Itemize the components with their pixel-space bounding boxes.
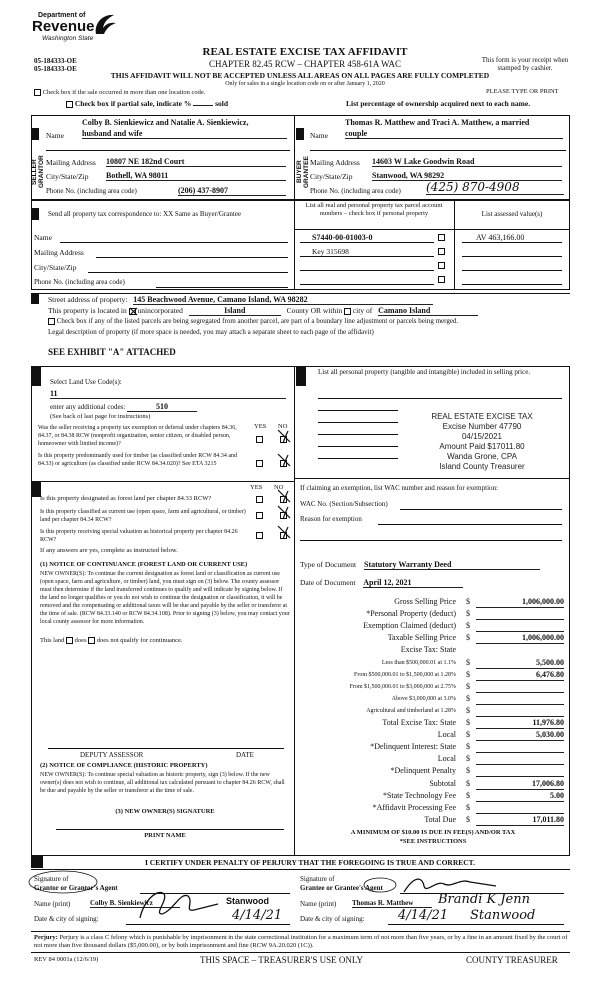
street-label: Street address of property:	[48, 295, 128, 304]
q1-no-check-icon	[276, 428, 292, 444]
tax-row-dollar: $	[466, 633, 470, 643]
additional-codes-row	[50, 402, 197, 412]
q1-yes-checkbox[interactable]	[256, 436, 263, 443]
tax-row-dollar: $	[466, 621, 470, 631]
tax-row-value[interactable]: 5,030.00	[476, 730, 564, 741]
perjury-note	[34, 934, 568, 950]
perjury-text: Perjury is a class C felony which is punishable by imprisonment in the state correctional institution for a maximum term of not more than five years, or by a fine in an amount fixed by the court of not more than five thousand dollars ($5,000.00), or by both imprisonment and fine (RCW 9A.20.020 (1C)).	[34, 934, 568, 949]
tax-row-label: Total Due	[424, 814, 456, 824]
segregated-label: Check box if any of the listed parcels are being segregated from another parcel, are part of a boundary line adjustment or parcels being merged.	[56, 317, 459, 325]
partial-sale-label: Check box if partial sale, indicate %	[74, 99, 192, 108]
buyer-addr[interactable]: 14603 W Lake Goodwin Road	[372, 157, 562, 167]
tax-row-value[interactable]: 17,011.80	[476, 815, 564, 826]
tax-row-label: *Personal Property (deduct)	[366, 609, 456, 619]
logo-mark-icon	[92, 12, 118, 36]
tax-row-label: Total Excise Tax: State	[382, 718, 456, 727]
tax-row-dollar: $	[466, 766, 470, 776]
form-title: REAL ESTATE EXCISE TAX AFFIDAVIT	[202, 46, 408, 58]
grantee-name[interactable]: Thomas R. Matthew	[352, 899, 432, 908]
stamp-line-4: Amount Paid $17011.80	[439, 442, 525, 451]
tax-row-value[interactable]	[476, 694, 564, 705]
tax-row-value[interactable]: 5.00	[476, 791, 564, 802]
tax-row-dollar: $	[466, 754, 470, 764]
checkmark-icon	[129, 307, 138, 316]
seller-name-label: Name	[46, 131, 64, 140]
parcel-1-checkbox[interactable]	[438, 234, 445, 241]
located-label: This property is located in	[48, 306, 127, 315]
receipt-note: This form is your receipt when stamped by cashier.	[481, 56, 569, 72]
tax-row-label: *Delinquent Interest: State	[370, 742, 456, 752]
tax-row-value[interactable]	[476, 803, 564, 814]
tax-row-label: From $500,000.01 to $1,500,000 at 1.28%	[354, 671, 456, 678]
partial-sale-sold: sold	[215, 99, 229, 108]
tax-row-value[interactable]: 17,006.80	[476, 779, 564, 790]
tax-row-label: *Affidavit Processing Fee	[372, 802, 456, 812]
section-1-marker	[31, 128, 39, 140]
tax-row-value[interactable]: 11,976.80	[476, 718, 564, 729]
see-back: (See back of last page for instructions)	[50, 413, 151, 420]
seller-phone[interactable]: (206) 437-8907	[178, 186, 286, 196]
tax-row-dollar: $	[466, 609, 470, 619]
grantor-date-label: Date & city of signing:	[34, 915, 99, 923]
seller-name-1: Colby B. Sienkiewicz and Natalie A. Sienkiewicz,	[82, 118, 249, 127]
parcel-1: S7440-00-01003-0	[312, 233, 373, 242]
notice-2-body: NEW OWNER(S): To continue special valuation as historic property, sign (3) below. If the new owner(s) does not wish to continue, all additional tax calculated pursuant to chapter 84.26 RCW, shall be due and payable by the seller or transferor at the time of sale.	[40, 772, 285, 794]
grantor-name-label: Name (print)	[34, 900, 71, 908]
section-2-marker	[296, 128, 304, 140]
additional-code[interactable]: 510	[127, 402, 197, 412]
county-value[interactable]: Island	[189, 306, 281, 316]
tax-row	[300, 814, 566, 826]
parcel-4-checkbox[interactable]	[438, 276, 445, 283]
does-not-label: does not qualify for continuance.	[96, 637, 183, 644]
doc-date-value[interactable]: April 12, 2021	[363, 578, 463, 588]
multi-location-checkbox[interactable]	[34, 89, 41, 96]
grantor-name[interactable]: Colby B. Sienkiewicz	[90, 899, 180, 908]
tax-row-dollar: $	[466, 693, 470, 703]
q5-yes-checkbox[interactable]	[256, 532, 263, 539]
form-chapter: CHAPTER 82.45 RCW – CHAPTER 458-61A WAC	[209, 59, 401, 69]
city-of-label: city of	[352, 306, 373, 315]
correspondence-label: Send all property tax correspondence to: XX Same as Buyer/Grantee	[48, 210, 242, 218]
doc-type-value[interactable]: Statutory Warranty Deed	[364, 560, 540, 570]
exemption-label: If claiming an exemption, list WAC number and reason for exemption:	[300, 484, 498, 492]
legal-description-label: Legal description of property (if more space is needed, you may attach a separate sheet to each page of the affidavit)	[48, 328, 374, 336]
q3-no-check-icon	[276, 488, 292, 504]
buyer-city[interactable]: Stanwood, WA 98292	[372, 171, 562, 181]
buyer-city-label: City/State/Zip	[310, 172, 353, 181]
minimum-note: A MINIMUM OF $10.00 IS DUE IN FEE(S) AND/OR TAX	[350, 829, 516, 836]
county-treasurer: COUNTY TREASURER	[466, 955, 558, 965]
tax-row-value[interactable]	[476, 766, 564, 777]
notice-1-title: (1) NOTICE OF CONTINUANCE (FOREST LAND OR CURRENT USE)	[40, 561, 248, 568]
tax-row-dollar: $	[466, 657, 470, 667]
seller-name-2[interactable]: husband and wife	[82, 129, 287, 139]
tax-row	[300, 693, 566, 705]
partial-sale-checkbox[interactable]	[66, 101, 73, 108]
logo-state: Washington State	[42, 35, 94, 42]
seller-phone-label: Phone No. (including area code)	[46, 187, 137, 195]
land-use-code[interactable]: 11	[50, 389, 286, 399]
q5-text: Is this property receiving special valuation as historical property per chapter 84.26 RCW?	[40, 529, 238, 543]
section-8-marker	[31, 856, 43, 868]
seller-city[interactable]: Bothell, WA 98011	[106, 171, 286, 181]
doc-date-label: Date of Document	[300, 578, 356, 587]
parcel-2: Key 315698	[312, 247, 349, 256]
additional-codes-label: enter any additional codes:	[50, 403, 126, 411]
tax-row-dollar: $	[466, 705, 470, 715]
tax-row-label: *State Technology Fee	[382, 790, 456, 800]
s3-phone-label: Phone No. (including area code)	[34, 278, 125, 286]
grantee-date: 4/14/21	[398, 908, 449, 923]
buyer-addr-label: Mailing Address	[310, 158, 360, 167]
q4-yes-checkbox[interactable]	[256, 512, 263, 519]
located-row	[48, 306, 568, 316]
q2-no-check-icon	[276, 452, 292, 468]
deputy-date: DATE	[236, 751, 254, 759]
stamp-line-2: Excise Number 47790	[442, 422, 522, 431]
does-not-checkbox[interactable]	[88, 637, 95, 644]
treasurer-space: THIS SPACE – TREASURER'S USE ONLY	[200, 955, 364, 965]
notice-3: (3) NEW OWNER(S) SIGNATURE	[115, 808, 215, 815]
tax-row-label: *Delinquent Penalty	[390, 766, 456, 776]
section-3-marker	[31, 208, 39, 220]
tax-row-label: Agricultural and timberland at 1.28%	[366, 707, 456, 714]
tax-row-dollar: $	[466, 718, 470, 727]
seller-addr[interactable]: 10807 NE 182nd Court	[106, 157, 286, 167]
continuance-row	[40, 637, 183, 644]
ownership-note: List percentage of ownership acquired next to each name.	[346, 99, 531, 108]
assessed-1: AV 463,166.00	[476, 233, 525, 242]
grantor-sig-label-2: Grantor or Grantor's Agent	[34, 884, 118, 892]
tax-row-dollar: $	[466, 730, 470, 740]
buyer-phone[interactable]: (425) 870-4908	[426, 180, 564, 195]
section-4-marker	[31, 294, 39, 304]
tax-row-label: Less than $500,000.01 at 1.1%	[381, 659, 456, 666]
tax-row	[300, 705, 566, 717]
grantee-sig-label-1: Signature of	[300, 875, 335, 883]
grantor-date: 4/14/21	[232, 908, 283, 923]
tax-row	[300, 802, 566, 814]
logo-name: Revenue	[32, 18, 95, 35]
tax-row-label: Gross Selling Price	[394, 597, 456, 606]
stamp-line-5: Wanda Grone, CPA	[447, 452, 517, 461]
tax-row	[300, 657, 566, 669]
yes-header-2: YES	[250, 484, 263, 491]
tax-row-value[interactable]: 5,500.00	[476, 658, 564, 669]
tax-row-label: Taxable Selling Price	[387, 633, 456, 643]
q5-no-check-icon	[276, 524, 292, 540]
tax-row-label: Subtotal	[429, 778, 456, 788]
tax-row-value[interactable]	[476, 682, 564, 693]
stamp-line-3: 04/15/2021	[461, 432, 503, 441]
perjury-title: Perjury:	[34, 934, 58, 941]
tax-row	[300, 741, 566, 753]
doc-type-label: Type of Document	[300, 560, 357, 569]
tax-row	[300, 669, 566, 681]
tax-row	[300, 790, 566, 802]
q3-yes-checkbox[interactable]	[256, 496, 263, 503]
seller-addr-label: Mailing Address	[46, 158, 96, 167]
notice-1-body: NEW OWNER(S): To continue the current designation as forest land or classification as current use (open space, farm and agriculture, or timber) land, you must sign on (3) below. The county assessor must then determine if the land transferred continues to qualify and will indicate by signing below. If the land no longer qualifies or you do not wish to continue the designation or classification, it will be removed and the compensating or additional taxes will be due and payable by the seller or transferor at the time of sale. (RCW 84.33.140 or RCW 84.34.108). Prior to signing (3) below, you may contact your local county assessor for more information.	[40, 571, 290, 625]
print-name: PRINT NAME	[144, 832, 186, 839]
no-header-2: NO	[274, 484, 284, 491]
seller-grantor-label: SELLER GRANTOR	[31, 155, 45, 189]
tax-row	[300, 681, 566, 693]
tax-row-dollar: $	[466, 669, 470, 679]
grantee-city: Stanwood	[470, 908, 536, 923]
form-number: REV 84 0001a (12/6/19)	[34, 956, 99, 963]
assessed-header: List assessed value(s)	[481, 210, 543, 218]
if-yes-note: If any answers are yes, complete as instructed below.	[40, 547, 178, 554]
q2-yes-checkbox[interactable]	[256, 460, 263, 467]
reason-label: Reason for exemption	[300, 515, 362, 523]
partial-sale-percent[interactable]	[193, 105, 213, 106]
notice-2-title: (2) NOTICE OF COMPLIANCE (HISTORIC PROPERTY)	[40, 762, 208, 769]
street-value[interactable]: 145 Beachwood Avenue, Camano Island, WA 98282	[133, 295, 433, 305]
certify-statement: I CERTIFY UNDER PENALTY OF PERJURY THAT THE FOREGOING IS TRUE AND CORRECT.	[144, 858, 475, 867]
unincorporated-label: unincorporated	[137, 306, 183, 315]
personal-property-label: List all personal property (tangible and intangible) included in selling price.	[318, 368, 531, 376]
tax-row-value[interactable]	[476, 742, 564, 753]
buyer-grantee-label: BUYER GRANTEE	[296, 156, 310, 188]
doc-id-1: 05-184333-OE	[34, 57, 77, 65]
buyer-phone-label: Phone No. (including area code)	[310, 187, 401, 195]
tax-row-label: Local	[437, 730, 456, 740]
land-use-label: Select Land Use Code(s):	[50, 378, 122, 386]
grantee-circle-icon	[362, 876, 398, 894]
grantee-handwritten-name: Brandi K Jenn	[438, 892, 530, 907]
tax-row	[300, 765, 566, 777]
tax-row	[300, 753, 566, 765]
buyer-name-2[interactable]: couple	[345, 129, 563, 139]
doc-date-row	[300, 578, 463, 588]
tax-row-label: Local	[437, 754, 456, 764]
grantee-date-label: Date & city of signing:	[300, 915, 365, 923]
city-checkbox[interactable]	[344, 308, 351, 315]
tax-row-value[interactable]	[476, 754, 564, 765]
tax-row-value[interactable]	[476, 706, 564, 717]
grantor-city: Stanwood	[226, 896, 269, 906]
tax-row-value[interactable]	[476, 609, 564, 620]
does-checkbox[interactable]	[66, 637, 73, 644]
tax-row-dollar: $	[466, 790, 470, 800]
stamp-line-6: Island County Treasurer	[439, 462, 525, 471]
exhibit-a: SEE EXHIBIT "A" ATTACHED	[48, 347, 176, 357]
section-7-marker	[296, 366, 306, 386]
s3-name-label: Name	[34, 233, 52, 242]
grantor-sig-label-1: Signature of	[34, 875, 69, 883]
this-land-label: This land	[40, 637, 65, 644]
stamp-line-1: REAL ESTATE EXCISE TAX	[431, 412, 533, 421]
tax-row	[300, 632, 566, 644]
tax-row	[300, 717, 566, 729]
grantor-circle-icon	[28, 870, 100, 896]
tax-row-value[interactable]: 1,006,000.00	[476, 633, 564, 644]
tax-row-dollar: $	[466, 778, 470, 788]
see-instructions: *SEE INSTRUCTIONS	[399, 838, 467, 845]
multi-location-label: Check box if the sale occurred in more than one location code.	[42, 89, 206, 96]
form-warning: THIS AFFIDAVIT WILL NOT BE ACCEPTED UNLESS ALL AREAS ON ALL PAGES ARE FULLY COMPLETED	[110, 71, 490, 80]
q4-text: Is this property classified as current use (open space, farm and agricultural, or timber) land per chapter 84.34 RCW?	[40, 509, 246, 523]
q3-text: Is this property designated as forest land per chapter 84.33 RCW?	[40, 495, 212, 502]
tax-row-dollar: $	[466, 802, 470, 812]
partial-sale-row	[66, 99, 228, 108]
deputy-assessor: DEPUTY ASSESSOR	[80, 751, 144, 759]
tax-row-dollar: $	[466, 742, 470, 752]
grantee-sig-label-2: Grantee or Grantee's Agent	[300, 884, 383, 892]
multi-location-row	[34, 89, 205, 96]
section-5-marker	[31, 366, 41, 386]
q1-text: Was the seller receiving a property tax exemption or deferral under chapters 84.36, 84.37, or 84.38 RCW (nonprofit organization, senior citizen, or disabled person, homeowner with limited income)?	[38, 425, 237, 447]
logo	[32, 12, 122, 46]
segregated-row	[48, 317, 458, 325]
doc-id-2: 05-184333-OE	[34, 65, 77, 73]
county-label: County OR within	[286, 306, 343, 315]
tax-row	[300, 608, 566, 620]
no-header-1: NO	[278, 423, 288, 430]
segregated-checkbox[interactable]	[48, 318, 55, 325]
street-row	[48, 295, 433, 305]
parcel-2-checkbox[interactable]	[438, 248, 445, 255]
q4-no-check-icon	[276, 504, 292, 520]
tax-row	[300, 778, 566, 790]
tax-row	[300, 644, 566, 656]
treasurer-stamp	[398, 412, 566, 472]
tax-row-dollar: $	[466, 814, 470, 824]
parcel-3-checkbox[interactable]	[438, 262, 445, 269]
grantor-signature-icon	[134, 880, 224, 924]
tax-row	[300, 729, 566, 741]
tax-row	[300, 596, 566, 608]
doc-type-row	[300, 560, 540, 570]
s3-addr-label: Mailing Address	[34, 248, 84, 257]
tax-row-label: Exemption Claimed (deduct)	[363, 621, 456, 631]
tax-row-label: Excise Tax: State	[400, 645, 456, 655]
s3-city-label: City/State/Zip	[34, 263, 77, 272]
sales-note: Only for sales in a single location code on or after January 1, 2020	[225, 81, 385, 87]
yes-header-1: YES	[254, 423, 267, 430]
tax-row-dollar: $	[466, 597, 470, 606]
grantee-name-label: Name (print)	[300, 900, 337, 908]
tax-row	[300, 620, 566, 632]
buyer-name-label: Name	[310, 131, 328, 140]
type-print: PLEASE TYPE OR PRINT	[486, 88, 559, 95]
tax-row-value[interactable]: 6,476.80	[476, 670, 564, 681]
wac-label: WAC No. (Section/Subsection)	[300, 500, 388, 508]
parcel-header: List all real and personal property tax parcel account numbers – check box if personal property	[305, 202, 443, 217]
tax-row-dollar: $	[466, 681, 470, 691]
unincorporated-checkbox[interactable]	[129, 308, 136, 315]
city-value[interactable]: Camano Island	[378, 306, 478, 316]
q2-text: Is this property predominantly used for timber (as classified under RCW 84.34 and 84.33) or agriculture (as classified under RCW 84.34.020)? See ETA 3215	[38, 453, 238, 467]
does-label: does	[74, 637, 87, 644]
tax-row-value[interactable]	[476, 621, 564, 632]
seller-city-label: City/State/Zip	[46, 172, 89, 181]
tax-row-label: From $1,500,000.01 to $3,000,000 at 2.75%	[349, 683, 456, 690]
tax-row-label: Above $3,000,000 at 3.0%	[391, 695, 456, 702]
logo-dept: Department of	[38, 12, 86, 19]
tax-row-value[interactable]: 1,006,000.00	[476, 597, 564, 608]
buyer-name-1: Thomas R. Matthew and Traci A. Matthew, a married	[345, 118, 530, 127]
